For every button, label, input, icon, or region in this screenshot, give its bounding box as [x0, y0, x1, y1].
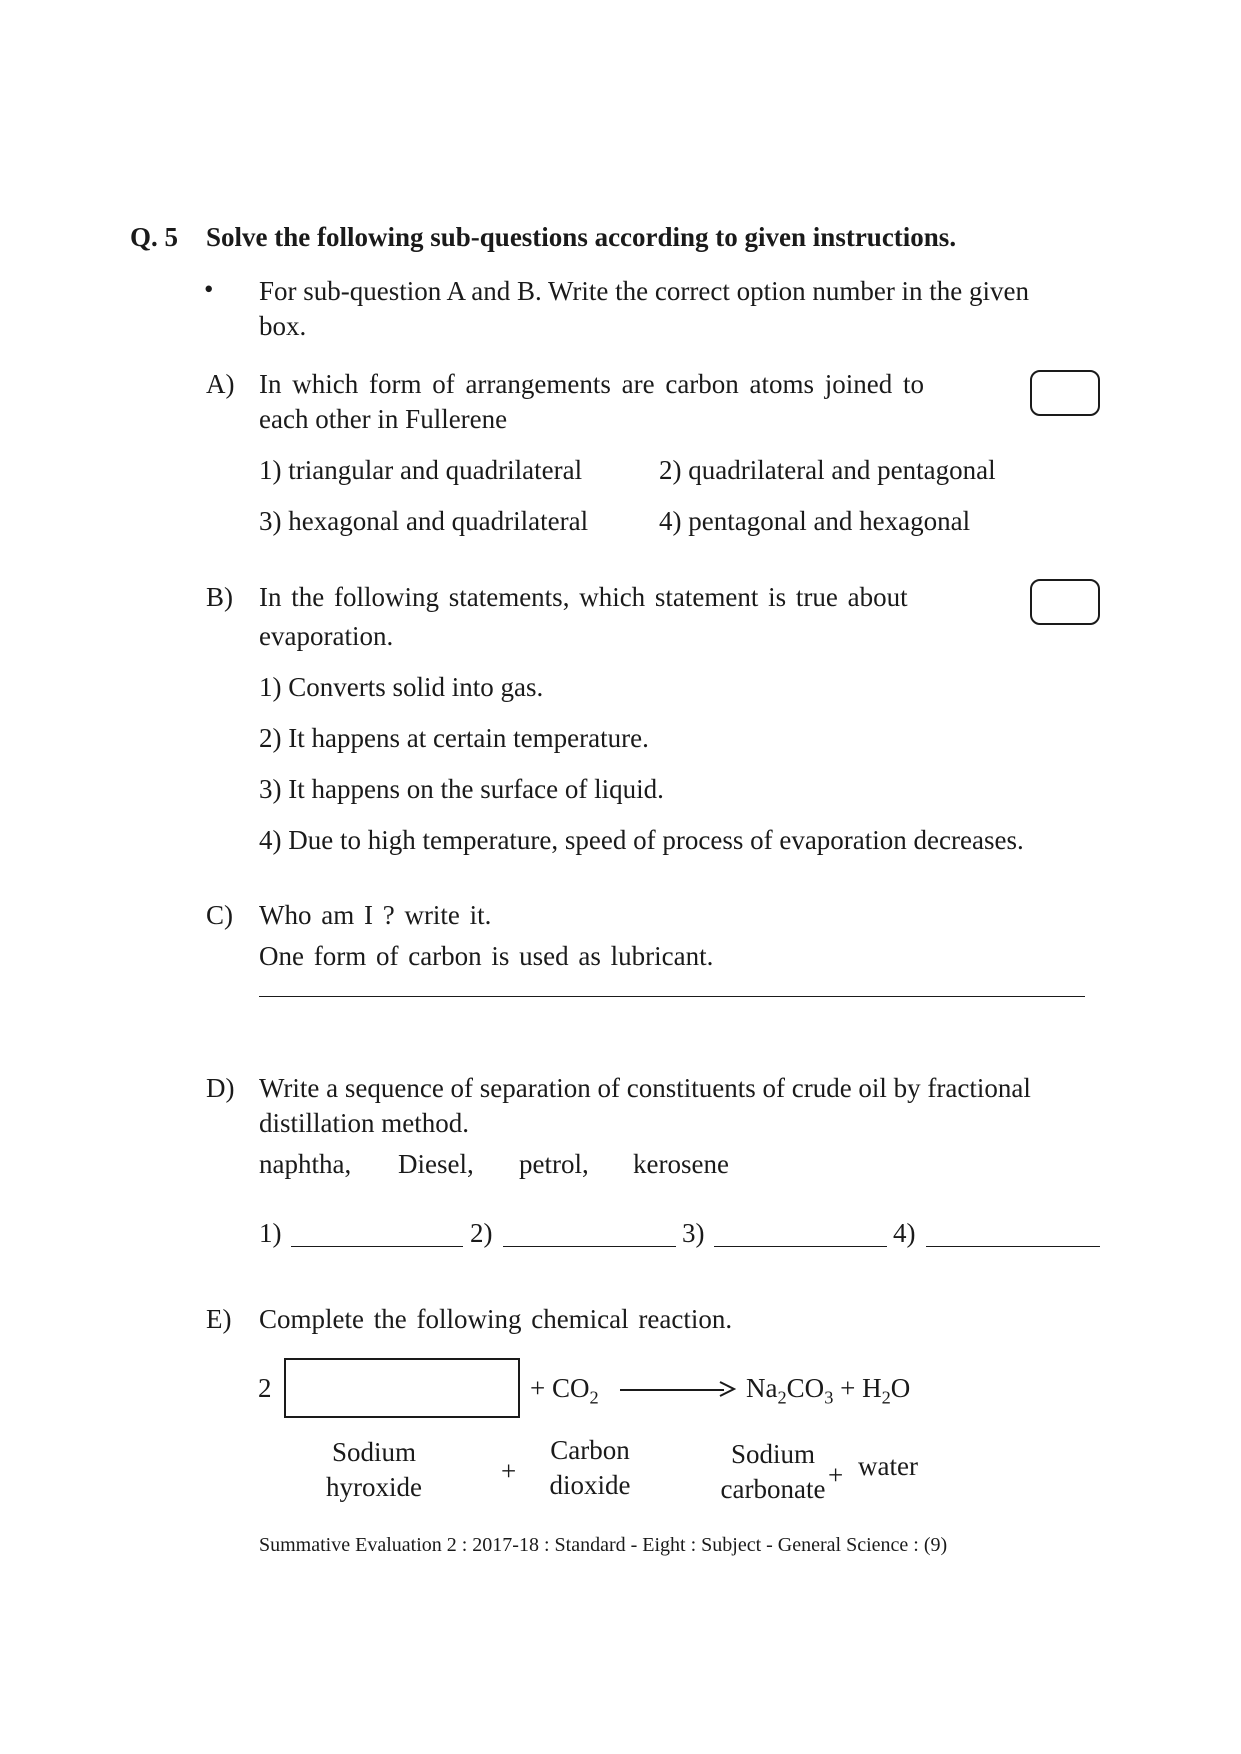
word-product-2: water: [858, 1451, 918, 1481]
instruction-line-1: For sub-question A and B. Write the correct option number in the given: [259, 276, 1030, 306]
na2co3-a-sub: 2: [777, 1387, 787, 1408]
part-b-option-3: 3) It happens on the surface of liquid.: [259, 774, 664, 804]
page-footer: Summative Evaluation 2 : 2017-18 : Standard - Eight : Subject - General Science : (9): [259, 1534, 948, 1556]
part-c-label: C): [206, 900, 233, 930]
part-a-question-line-2: each other in Fullerene: [259, 404, 508, 434]
part-a-label: A): [206, 369, 235, 399]
reaction-plus-1: +: [530, 1373, 546, 1403]
part-d-word-kerosene: kerosene: [633, 1149, 729, 1179]
part-a-question-line-1: In which form of arrangements are carbon atoms joined to: [259, 369, 925, 399]
h2o-b: O: [890, 1373, 911, 1403]
part-a-option-1: 1) triangular and quadrilateral: [259, 455, 583, 485]
reaction-products: [746, 1373, 911, 1408]
part-b-answer-box[interactable]: [1030, 579, 1100, 625]
word-plus-2: +: [828, 1460, 844, 1490]
part-b-option-4: 4) Due to high temperature, speed of process of evaporation decreases.: [259, 825, 1024, 855]
part-d-blank-4-label: 4): [893, 1218, 916, 1248]
co2-base: CO: [551, 1373, 590, 1403]
part-d-word-naphtha: naphtha,: [259, 1149, 352, 1179]
instruction-line-2: box.: [259, 311, 307, 341]
part-e-instruction: Complete the following chemical reaction.: [259, 1304, 733, 1334]
part-d-question-line-1: Write a sequence of separation of constituents of crude oil by fractional: [259, 1073, 1031, 1103]
question-title: Solve the following sub-questions according to given instructions.: [206, 222, 957, 252]
word-reactant-1-line-1: Sodium: [331, 1437, 417, 1467]
part-d-blank-3-label: 3): [682, 1218, 705, 1248]
part-d-blank-3[interactable]: [714, 1246, 887, 1247]
part-d-blank-2-label: 2): [470, 1218, 493, 1248]
part-d-blank-1[interactable]: [291, 1246, 463, 1247]
word-product-1-line-2: carbonate: [720, 1474, 826, 1504]
reaction-coefficient: 2: [258, 1373, 272, 1403]
reaction-co2: [530, 1373, 599, 1408]
reaction-arrow-line: [620, 1389, 724, 1391]
part-e-label: E): [206, 1304, 232, 1334]
word-reactant-2-line-1: Carbon: [550, 1435, 630, 1465]
word-product-1-line-1: Sodium: [730, 1439, 816, 1469]
reaction-blank-box[interactable]: [284, 1358, 520, 1418]
word-reactant-2-line-2: dioxide: [549, 1470, 631, 1500]
part-d-question-line-2: distillation method.: [259, 1108, 469, 1138]
part-b-option-2: 2) It happens at certain temperature.: [259, 723, 649, 753]
part-b-question-line-1: In the following statements, which statement is true about: [259, 582, 908, 612]
word-reactant-1-line-2: hyroxide: [326, 1472, 422, 1502]
part-c-answer-line[interactable]: [259, 996, 1085, 997]
na2co3-b-sub: 3: [824, 1387, 834, 1408]
reaction-plus-2: +: [840, 1373, 856, 1403]
na2co3-a: Na: [746, 1373, 778, 1403]
part-a-answer-box[interactable]: [1030, 370, 1100, 416]
reaction-arrow-icon: [718, 1381, 736, 1397]
part-d-word-petrol: petrol,: [519, 1149, 589, 1179]
h2o-a-sub: 2: [881, 1387, 891, 1408]
part-a-option-4: 4) pentagonal and hexagonal: [659, 506, 971, 536]
co2-subscript: 2: [589, 1387, 599, 1408]
part-d-label: D): [206, 1073, 235, 1103]
part-d-blank-2[interactable]: [503, 1246, 676, 1247]
part-c-question-line-2: One form of carbon is used as lubricant.: [259, 941, 714, 971]
na2co3-b: CO: [786, 1373, 825, 1403]
part-b-question-line-2: evaporation.: [259, 621, 394, 651]
h2o-a: H: [862, 1373, 882, 1403]
word-plus-1: +: [501, 1456, 517, 1486]
part-d-blank-1-label: 1): [259, 1218, 282, 1248]
part-b-option-1: 1) Converts solid into gas.: [259, 672, 544, 702]
part-d-word-diesel: Diesel,: [398, 1149, 474, 1179]
part-c-question-line-1: Who am I ? write it.: [259, 900, 492, 930]
bullet-icon: •: [204, 274, 214, 304]
part-d-blank-4[interactable]: [926, 1246, 1100, 1247]
question-number: Q. 5: [130, 222, 179, 252]
part-b-label: B): [206, 582, 233, 612]
part-a-option-2: 2) quadrilateral and pentagonal: [659, 455, 996, 485]
part-a-option-3: 3) hexagonal and quadrilateral: [259, 506, 589, 536]
